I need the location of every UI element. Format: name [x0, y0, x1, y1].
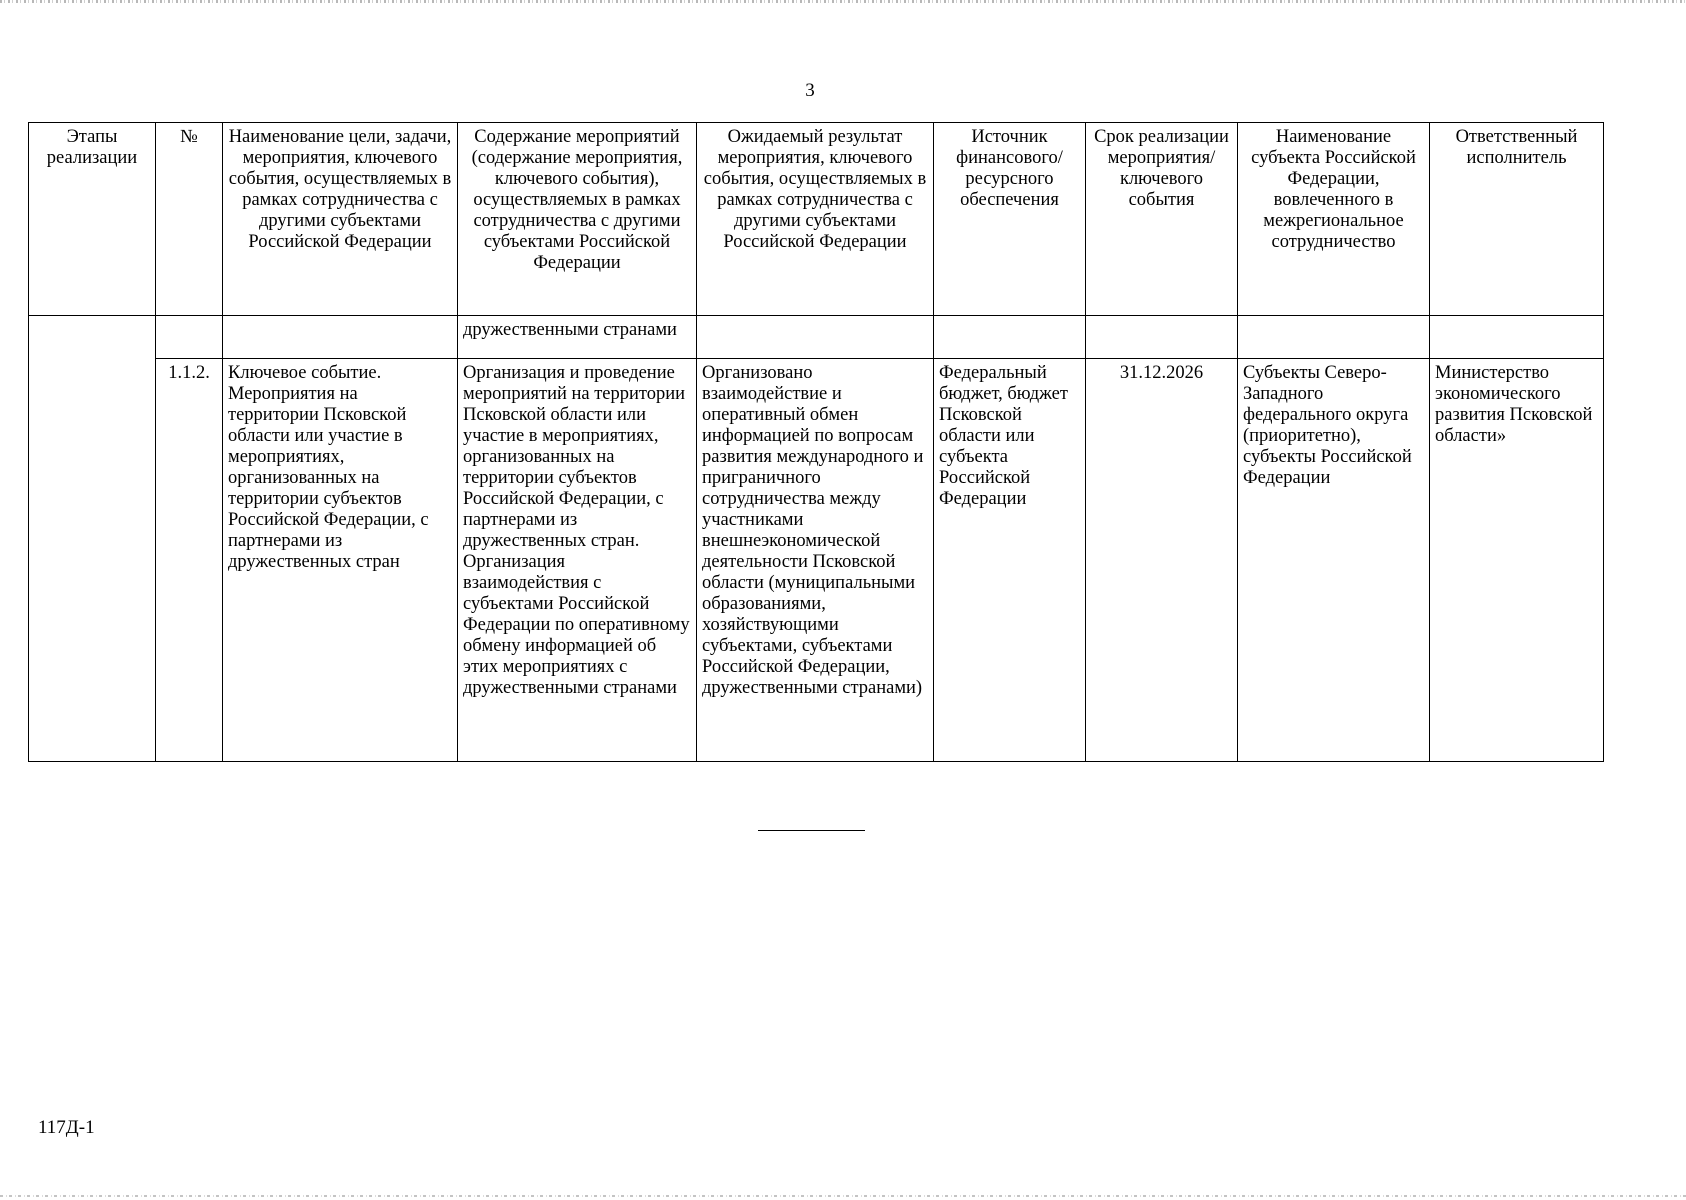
row-executor-cell: Министерство экономического развития Псковской области» — [1430, 359, 1604, 762]
table-row-continuation — [29, 316, 1604, 359]
header-deadline: Срок реализации мероприятия/ ключевого события — [1086, 123, 1238, 316]
row-subject-cell: Субъекты Северо-Западного федерального округа (приоритетно), субъекты Российской Федерации — [1238, 359, 1430, 762]
cell-empty — [223, 316, 458, 359]
end-rule — [758, 830, 865, 831]
scan-edge-top — [0, 0, 1686, 3]
header-number: № — [156, 123, 223, 316]
implementation-plan-table — [28, 122, 1604, 762]
row-deadline-cell: 31.12.2026 — [1086, 359, 1238, 762]
row-result-cell: Организовано взаимодействие и оперативный обмен информацией по вопросам развития международного и приграничного сотрудничества между участниками внешнеэкономической деятельности Псковской области (муниципальными образованиями, хозяйствующими субъектами, субъектами Российской Федерации, дружественными странами) — [697, 359, 934, 762]
cell-empty — [1086, 316, 1238, 359]
table-header-row — [29, 123, 1604, 316]
page-number: 3 — [805, 80, 815, 101]
header-funding-source: Источник финансового/ ресурсного обеспечения — [934, 123, 1086, 316]
row-name-cell: Ключевое событие. Мероприятия на территории Псковской области или участие в мероприятиях, организованных на территории субъектов Российской Федерации, с партнерами из дружественных стран — [223, 359, 458, 762]
stages-cell — [29, 316, 156, 762]
cell-empty — [156, 316, 223, 359]
cell-empty — [1430, 316, 1604, 359]
continuation-content-cell: дружественными странами — [458, 316, 697, 359]
header-goal-name: Наименование цели, задачи, мероприятия, ключевого события, осуществляемых в рамках сотрудничества с другими субъектами Российской Федерации — [223, 123, 458, 316]
scan-edge-bottom — [0, 1195, 1686, 1197]
header-subject: Наименование субъекта Российской Федерации, вовлеченного в межрегиональное сотрудничество — [1238, 123, 1430, 316]
row-number-cell: 1.1.2. — [156, 359, 223, 762]
header-content: Содержание мероприятий (содержание мероприятия, ключевого события), осуществляемых в рамках сотрудничества с другими субъектами Российской Федерации — [458, 123, 697, 316]
document-code: 117Д-1 — [38, 1117, 95, 1138]
header-executor: Ответственный исполнитель — [1430, 123, 1604, 316]
header-stages: Этапы реализации — [29, 123, 156, 316]
table-row — [29, 359, 1604, 762]
cell-empty — [934, 316, 1086, 359]
row-content-cell: Организация и проведение мероприятий на территории Псковской области или участие в мероприятиях, организованных на территории субъектов Российской Федерации, с партнерами из дружественных стран. Организация взаимодействия с субъектами Российской Федерации по оперативному обмену информацией об этих мероприятиях с дружественными странами — [458, 359, 697, 762]
cell-empty — [1238, 316, 1430, 359]
cell-empty — [697, 316, 934, 359]
header-expected-result: Ожидаемый результат мероприятия, ключевого события, осуществляемых в рамках сотрудничества с другими субъектами Российской Федерации — [697, 123, 934, 316]
row-source-cell: Федеральный бюджет, бюджет Псковской области или субъекта Российской Федерации — [934, 359, 1086, 762]
